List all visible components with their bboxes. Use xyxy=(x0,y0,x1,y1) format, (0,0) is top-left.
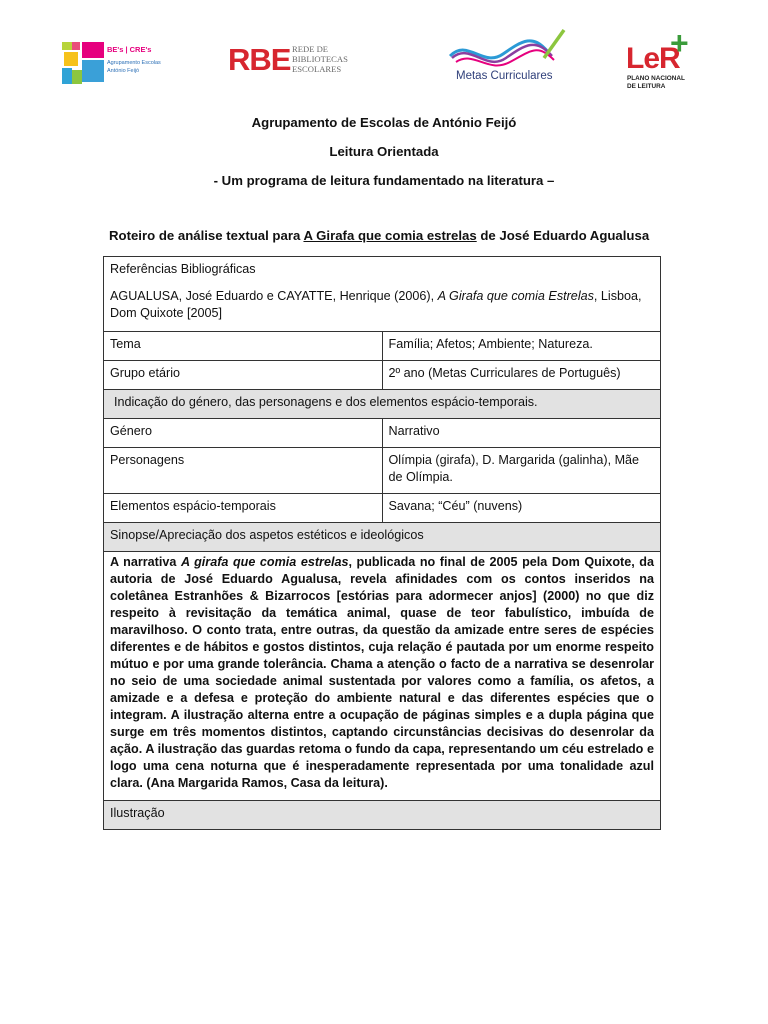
metas-curriculares-logo xyxy=(448,28,573,84)
school-group-heading: Agrupamento de Escolas de António Feijó xyxy=(251,115,517,130)
reference-publisher: , Lisboa, Dom Quixote [2005] xyxy=(110,289,642,320)
references-cell xyxy=(104,257,661,332)
sinopse-book-title: A girafa que comia estrelas xyxy=(180,555,349,569)
logo-block xyxy=(82,42,104,58)
grupo-label: Grupo etário xyxy=(104,361,383,390)
rbe-line1: REDE DE xyxy=(292,44,329,54)
logo-check xyxy=(544,30,564,58)
grupo-value: 2º ano (Metas Curriculares de Português) xyxy=(382,361,661,390)
ler-line2: DE LEITURA xyxy=(627,83,666,90)
logo-wave xyxy=(450,41,548,58)
logo-block xyxy=(72,70,82,84)
logo-be-line1: BE's | CRE's xyxy=(107,45,152,54)
genero-row xyxy=(104,419,661,448)
document-title xyxy=(109,228,649,243)
personagens-label: Personagens xyxy=(104,448,383,494)
elementos-row xyxy=(104,494,661,523)
logo-be-line3: António Feijó xyxy=(107,68,140,74)
logo-bar xyxy=(0,28,768,103)
sinopse-intro: A narrativa xyxy=(110,555,181,569)
references-row xyxy=(104,257,661,332)
roteiro-suffix: de José Eduardo Agualusa xyxy=(476,228,650,243)
reference-entry xyxy=(110,288,654,322)
genero-label: Género xyxy=(104,419,383,448)
ler-logo xyxy=(622,28,700,96)
ler-mark: LeR xyxy=(626,42,680,75)
rbe-line3: ESCOLARES xyxy=(292,64,342,74)
sinopse-heading-row xyxy=(104,523,661,552)
personagens-row xyxy=(104,448,661,494)
be-cre-logo xyxy=(62,40,182,86)
reference-authors: AGUALUSA, José Eduardo e CAYATTE, Henrique (2006), xyxy=(110,289,438,303)
sinopse-text: , publicada no final de 2005 pela Dom Quixote, da autoria de José Eduardo Agualusa, revela afinidades com os contos inseridos na coletânea Estranhões & Bizarrocos [estórias para adormecer anjos] (2000) no que diz respeito à revisitação da temática animal, quase de teor fabulístico, imbuída de maravilhoso. O conto trata, entre outras, da questão da amizade entre seres de espécies diferentes e de hábitos e gostos distintos, cuja relação é pautada por um enorme respeito mútuo e por uma grande tolerância. Chama a atenção o facto de a narrativa se desenrolar no seio de uma sociedade animal sustentada por valores como a família, os afetos, a amizade e a defesa e proteção do ambiente natural e das diferentes espécies que o integram. A ilustração alterna entre a ocupação de páginas simples e a dupla página que surge em três momentos distintos, captando circunstâncias decisivas do desenrolar da ação. A ilustração das guardas retoma o fundo da capa, representando um céu estrelado e logo uma cena noturna que é inesperadamente representada por uma tonalidade azul clara. (Ana Margarida Ramos, Casa da leitura). xyxy=(110,555,654,790)
ilustracao-heading: Ilustração xyxy=(104,801,661,830)
logo-block xyxy=(62,68,72,84)
indicacao-heading: Indicação do género, das personagens e dos elementos espácio-temporais. xyxy=(104,390,661,419)
metas-text: Metas Curriculares xyxy=(456,70,553,82)
sinopse-heading: Sinopse/Apreciação dos aspetos estéticos e ideológicos xyxy=(104,523,661,552)
tema-row xyxy=(104,332,661,361)
grupo-row xyxy=(104,361,661,390)
program-heading: Leitura Orientada xyxy=(329,144,439,159)
ler-line1: PLANO NACIONAL xyxy=(627,75,685,82)
rbe-logo xyxy=(228,42,368,78)
reference-title: A Girafa que comia Estrelas xyxy=(437,289,594,303)
elementos-label: Elementos espácio-temporais xyxy=(104,494,383,523)
roteiro-prefix: Roteiro de análise textual para xyxy=(109,228,304,243)
references-heading: Referências Bibliográficas xyxy=(110,262,256,276)
rbe-line2: BIBLIOTECAS xyxy=(292,54,348,64)
indicacao-row xyxy=(104,390,661,419)
sinopse-body xyxy=(104,552,661,801)
ler-plus: + xyxy=(670,28,689,61)
rbe-mark: RBE xyxy=(228,42,291,77)
ilustracao-row xyxy=(104,801,661,830)
genero-value: Narrativo xyxy=(382,419,661,448)
logo-block xyxy=(62,42,72,50)
logo-block xyxy=(72,42,80,50)
tema-value: Família; Afetos; Ambiente; Natureza. xyxy=(382,332,661,361)
tema-label: Tema xyxy=(104,332,383,361)
personagens-value: Olímpia (girafa), D. Margarida (galinha), Mãe de Olímpia. xyxy=(382,448,661,494)
logo-be-line2: Agrupamento Escolas xyxy=(107,60,161,66)
program-subtitle: - Um programa de leitura fundamentado na literatura – xyxy=(213,173,555,188)
logo-block xyxy=(82,60,104,82)
logo-block xyxy=(64,52,78,66)
analysis-table xyxy=(103,256,661,830)
sinopse-body-row xyxy=(104,552,661,801)
elementos-value: Savana; “Céu” (nuvens) xyxy=(382,494,661,523)
book-title-link: A Girafa que comia estrelas xyxy=(303,228,477,243)
